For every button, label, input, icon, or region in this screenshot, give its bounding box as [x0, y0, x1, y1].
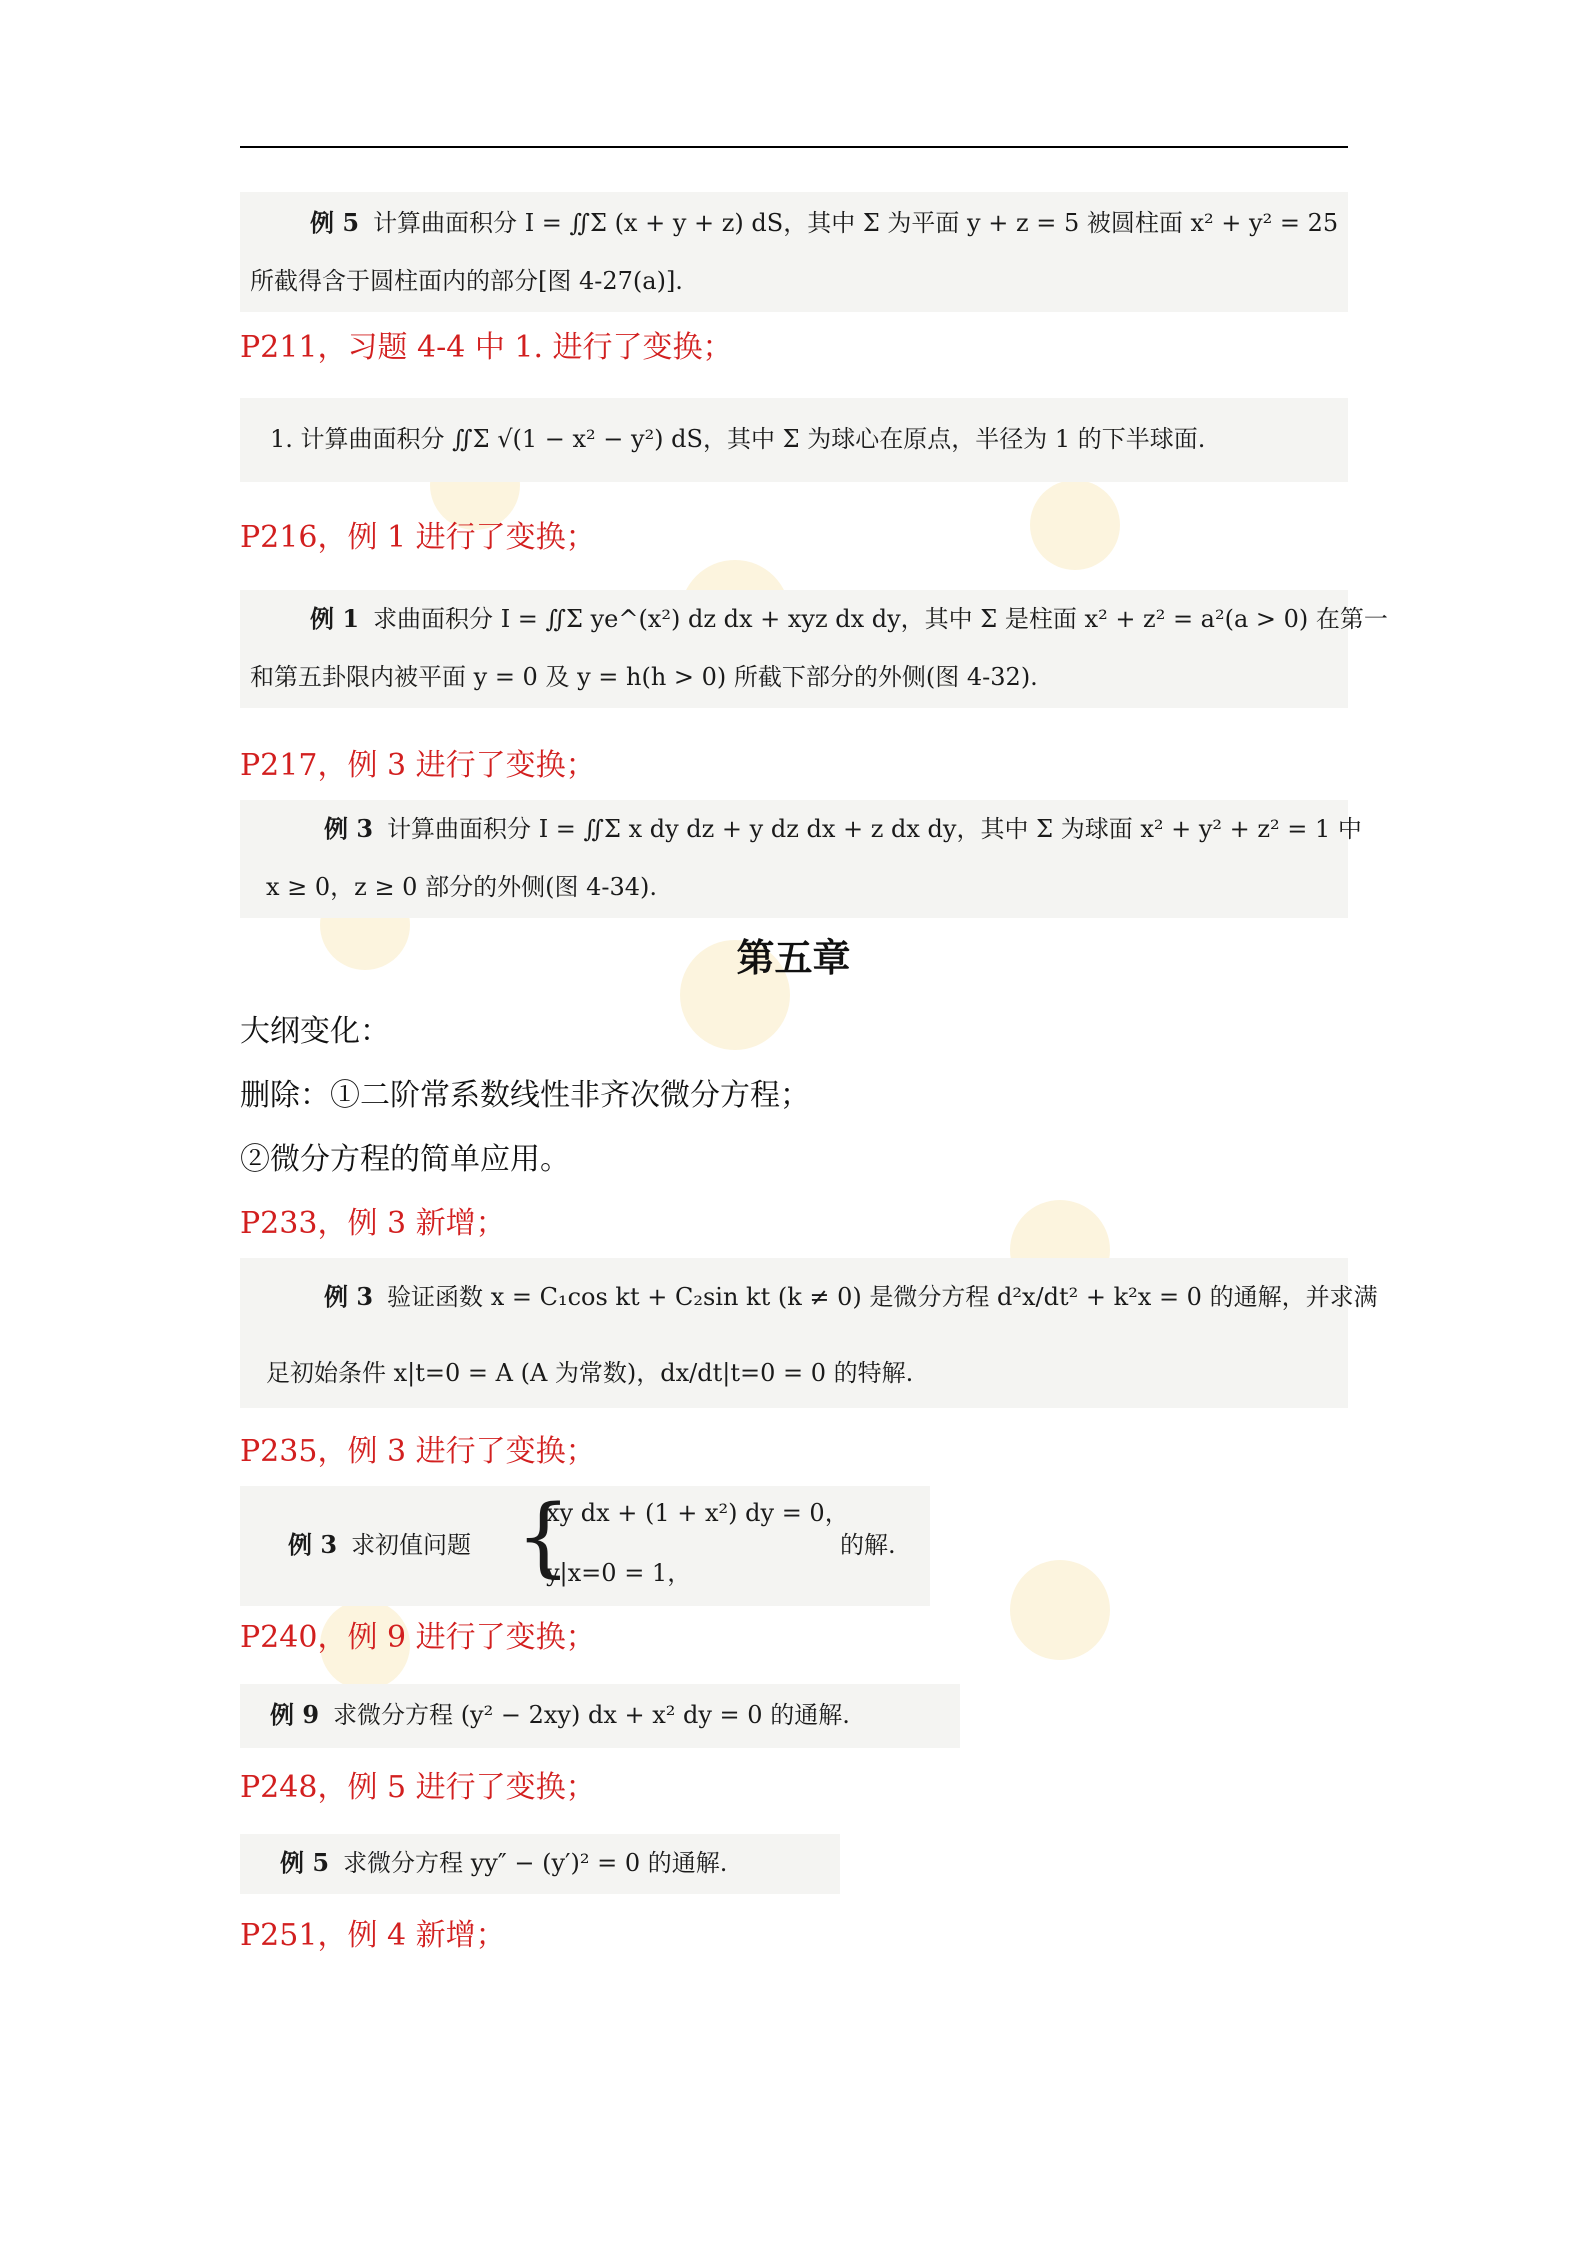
example-text: 验证函数 x = C₁cos kt + C₂sin kt (k ≠ 0) 是微分方程 d²x/dt² + k²x = 0 的通解，并求满	[387, 1283, 1378, 1311]
scan-example-9	[240, 1684, 960, 1748]
scan-example-5	[240, 192, 1348, 312]
change-note: P211，习题 4-4 中 1. 进行了变换；	[240, 330, 733, 365]
scan-example-3-ivp	[240, 1486, 930, 1606]
scan-example-3-surface	[240, 800, 1362, 918]
scan-example-1	[240, 590, 1388, 708]
example-label: 例 5	[280, 1848, 330, 1877]
example-label: 例 5	[310, 208, 360, 237]
example-text: 计算曲面积分 I = ∬Σ (x + y + z) dS，其中 Σ 为平面 y + z = 5 被圆柱面 x² + y² = 25	[373, 209, 1339, 237]
header-rule	[240, 146, 1348, 148]
scan-example-5-ode	[240, 1834, 840, 1894]
change-note: P251，例 4 新增；	[240, 1918, 506, 1953]
example-text: x ≥ 0，z ≥ 0 部分的外侧(图 4-34).	[266, 873, 657, 901]
example-text: 足初始条件 x|t=0 = A (A 为常数)，dx/dt|t=0 = 0 的特解.	[266, 1359, 914, 1387]
deleted-item: 删除：①二阶常系数线性非齐次微分方程；	[240, 1078, 810, 1113]
change-note: P235，例 3 进行了变换；	[240, 1434, 596, 1469]
example-text: 1. 计算曲面积分 ∬Σ √(1 − x² − y²) dS，其中 Σ 为球心在原点，半径为 1 的下半球面.	[270, 425, 1206, 453]
change-note: P240，例 9 进行了变换；	[240, 1620, 596, 1655]
brace-symbol: {	[516, 1487, 571, 1587]
example-label: 例 3	[324, 1282, 374, 1311]
change-note: P216，例 1 进行了变换；	[240, 520, 596, 555]
example-label: 例 3	[288, 1530, 338, 1559]
example-text: 求曲面积分 I = ∬Σ ye^(x²) dz dx + xyz dx dy，其中 Σ 是柱面 x² + z² = a²(a > 0) 在第一	[373, 605, 1388, 633]
example-text: 求微分方程 (y² − 2xy) dx + x² dy = 0 的通解.	[333, 1701, 850, 1729]
example-text: 计算曲面积分 I = ∬Σ x dy dz + y dz dx + z dx dy，其中 Σ 为球面 x² + y² + z² = 1 中	[387, 815, 1362, 843]
example-label: 例 3	[324, 814, 374, 843]
deleted-item: ②微分方程的简单应用。	[240, 1142, 570, 1177]
example-text: 求初值问题	[351, 1531, 472, 1559]
example-text: 所截得含于圆柱面内的部分[图 4-27(a)].	[250, 267, 683, 295]
scan-exercise-1	[240, 398, 1348, 482]
watermark-logo	[1030, 480, 1120, 570]
example-text: 和第五卦限内被平面 y = 0 及 y = h(h > 0) 所截下部分的外侧(图 4-32).	[250, 663, 1038, 691]
example-text: 的解.	[840, 1531, 896, 1559]
equation-line: xy dx + (1 + x²) dy = 0，	[546, 1499, 849, 1527]
change-note: P217，例 3 进行了变换；	[240, 748, 596, 783]
equation-line: y|x=0 = 1，	[546, 1559, 692, 1587]
example-text: 求微分方程 yy″ − (y′)² = 0 的通解.	[343, 1849, 728, 1877]
example-label: 例 9	[270, 1700, 320, 1729]
scan-example-3-ode	[240, 1258, 1378, 1408]
watermark-logo	[1010, 1560, 1110, 1660]
example-label: 例 1	[310, 604, 360, 633]
chapter-title: 第五章	[736, 935, 851, 980]
outline-label: 大纲变化：	[240, 1014, 390, 1049]
change-note: P233，例 3 新增；	[240, 1206, 506, 1241]
change-note: P248，例 5 进行了变换；	[240, 1770, 596, 1805]
